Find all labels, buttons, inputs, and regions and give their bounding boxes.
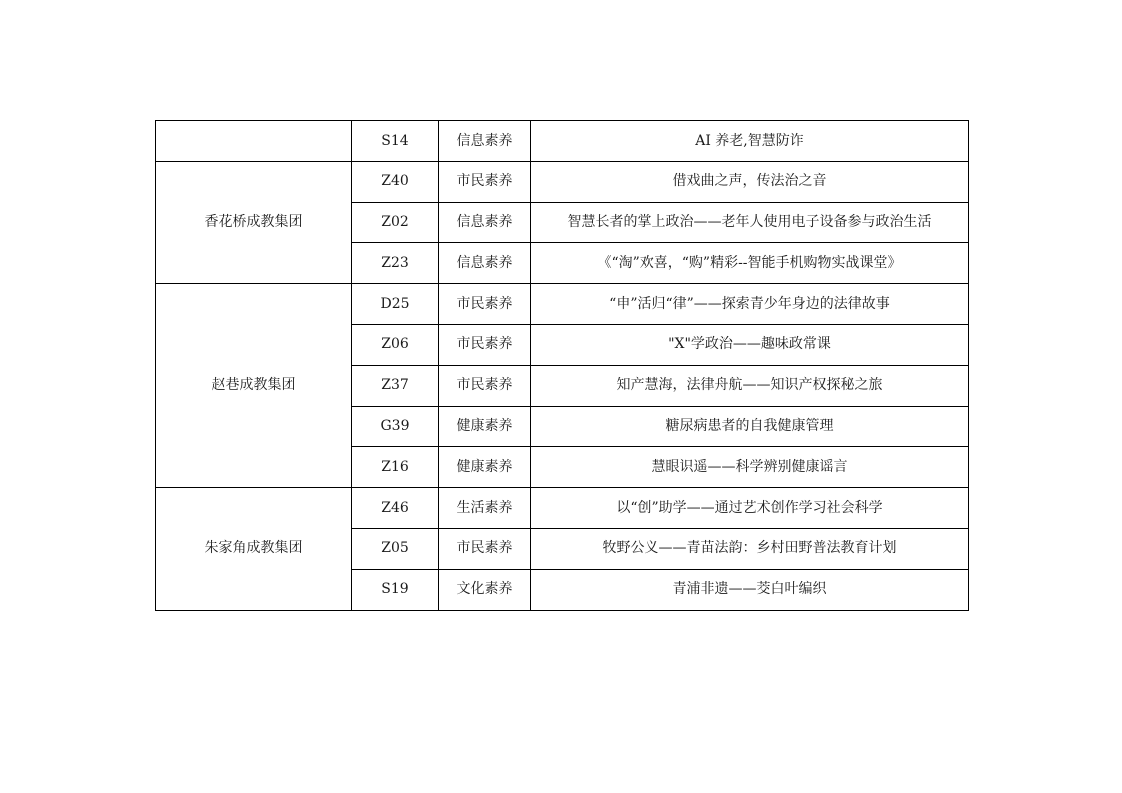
course-code-cell: Z40 [352,161,439,202]
table-row [156,284,969,325]
course-table [155,120,969,611]
course-code-cell: S14 [352,121,439,162]
category-cell: 信息素养 [439,243,531,284]
course-code-cell: Z05 [352,528,439,569]
course-title-cell: 以“创”助学——通过艺术创作学习社会科学 [531,488,969,529]
category-cell: 市民素养 [439,284,531,325]
category-cell: 市民素养 [439,324,531,365]
course-code-cell: D25 [352,284,439,325]
course-title-cell: 智慧长者的掌上政治——老年人使用电子设备参与政治生活 [531,202,969,243]
course-code-cell: Z46 [352,488,439,529]
category-cell: 健康素养 [439,406,531,447]
course-title-cell: 慧眼识遥——科学辨别健康谣言 [531,447,969,488]
course-code-cell: Z06 [352,324,439,365]
category-cell: 生活素养 [439,488,531,529]
category-cell: 信息素养 [439,202,531,243]
table-row [156,121,969,162]
course-code-cell: Z16 [352,447,439,488]
group-name-cell: 朱家角成教集团 [156,488,352,610]
course-title-cell: “申”活归“律”——探索青少年身边的法律故事 [531,284,969,325]
category-cell: 信息素养 [439,121,531,162]
category-cell: 市民素养 [439,528,531,569]
course-title-cell: "X"学政治——趣味政常课 [531,324,969,365]
group-name-cell: 香花桥成教集团 [156,161,352,283]
course-title-cell: 知产慧海，法律舟航——知识产权探秘之旅 [531,365,969,406]
table-row [156,488,969,529]
course-code-cell: S19 [352,569,439,610]
category-cell: 市民素养 [439,161,531,202]
course-title-cell: 借戏曲之声，传法治之音 [531,161,969,202]
course-title-cell: 牧野公义——青苗法韵：乡村田野普法教育计划 [531,528,969,569]
course-code-cell: Z37 [352,365,439,406]
group-name-cell: 赵巷成教集团 [156,284,352,488]
category-cell: 市民素养 [439,365,531,406]
category-cell: 健康素养 [439,447,531,488]
course-code-cell: Z23 [352,243,439,284]
course-code-cell: Z02 [352,202,439,243]
category-cell: 文化素养 [439,569,531,610]
group-name-cell [156,121,352,162]
course-title-cell: 糖尿病患者的自我健康管理 [531,406,969,447]
course-title-cell: 青浦非遗——茭白叶编织 [531,569,969,610]
table-row [156,161,969,202]
course-title-cell: AI 养老,智慧防诈 [531,121,969,162]
course-title-cell: 《“淘”欢喜，“购”精彩--智能手机购物实战课堂》 [531,243,969,284]
course-code-cell: G39 [352,406,439,447]
